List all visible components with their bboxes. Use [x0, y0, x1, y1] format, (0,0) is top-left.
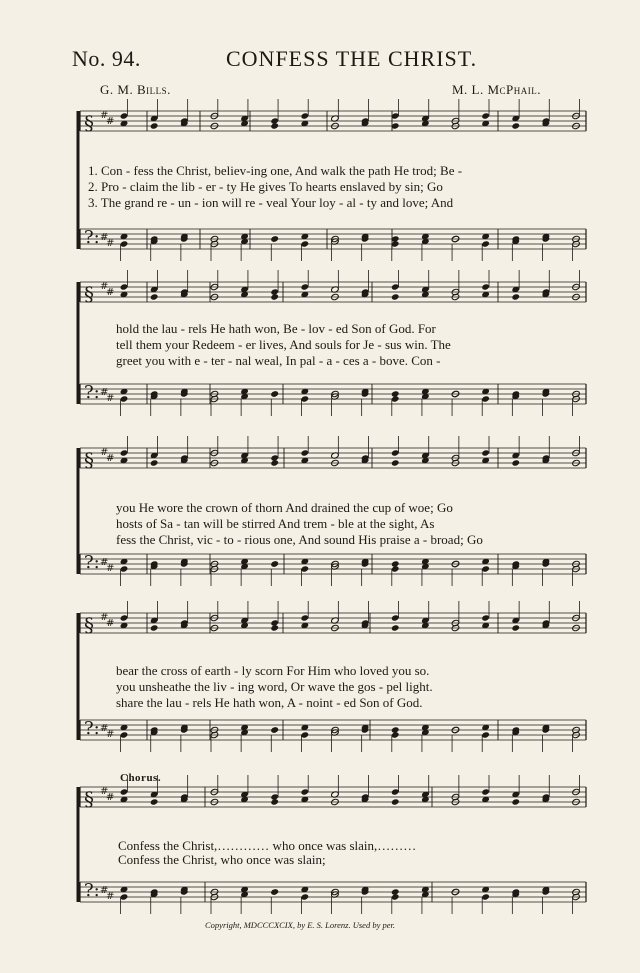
lyric-verse-1-line-1: 1. Con - fess the Christ, believ-ing one, And walk the path He trod; Be -: [88, 163, 463, 178]
svg-text:#: #: [100, 557, 109, 568]
svg-text:?:: ?:: [84, 227, 100, 248]
chorus-label: Chorus.: [120, 772, 162, 784]
svg-text:#: #: [106, 453, 115, 464]
svg-text:?:: ?:: [84, 552, 100, 573]
svg-text:§: §: [84, 282, 94, 306]
hymn-title: CONFESS THE CHRIST.: [226, 46, 478, 71]
svg-text:#: #: [106, 238, 115, 249]
lyric-verse-2-line-1: 2. Pro - claim the lib - er - ty He gives To hearts enslaved by sin; Go: [88, 179, 443, 194]
svg-text:#: #: [106, 563, 115, 574]
svg-text:#: #: [100, 110, 109, 121]
svg-text:§: §: [84, 111, 94, 135]
svg-text:#: #: [106, 287, 115, 298]
lyric-verse-3-line-2: greet you with e - ter - nal weal, In pal - a - ces a - bove. Con -: [116, 353, 441, 368]
svg-text:#: #: [100, 786, 109, 797]
composer-credit: M. L. McPhail.: [452, 82, 542, 97]
lyric-verse-1-line-3: you He wore the crown of thorn And drained the cup of woe; Go: [116, 500, 453, 515]
lyric-verse-3-line-4: share the lau - rels He hath won, A - noint - ed Son of God.: [116, 695, 423, 710]
svg-text:#: #: [106, 729, 115, 740]
svg-text:?:: ?:: [84, 382, 100, 403]
svg-text:#: #: [106, 116, 115, 127]
lyric-verse-2-line-4: you unsheathe the liv - ing word, Or wave the gos - pel light.: [116, 679, 433, 694]
svg-text:#: #: [106, 792, 115, 803]
svg-text:§: §: [84, 787, 94, 811]
svg-text:#: #: [100, 612, 109, 623]
svg-text:#: #: [100, 885, 109, 896]
svg-text:?:: ?:: [84, 718, 100, 739]
chorus-lyric-line-2: Confess the Christ, who once was slain;: [118, 852, 326, 867]
svg-text:#: #: [106, 393, 115, 404]
svg-text:#: #: [100, 723, 109, 734]
svg-text:#: #: [100, 281, 109, 292]
svg-text:#: #: [106, 618, 115, 629]
svg-text:§: §: [84, 448, 94, 472]
lyric-verse-2-line-2: tell them your Redeem - er lives, And souls for Je - sus win. The: [116, 337, 451, 352]
svg-text:#: #: [100, 447, 109, 458]
svg-text:#: #: [100, 232, 109, 243]
lyric-verse-3-line-1: 3. The grand re - un - ion will re - veal Your loy - al - ty and love; And: [88, 195, 454, 210]
svg-text:§: §: [84, 613, 94, 637]
lyric-verse-3-line-3: fess the Christ, vic - to - rious one, And sound His praise a - broad; Go: [116, 532, 483, 547]
hymn-number: No. 94.: [72, 46, 141, 71]
lyricist-credit: G. M. Bills.: [100, 82, 171, 97]
lyric-verse-1-line-2: hold the lau - rels He hath won, Be - lov - ed Son of God. For: [116, 321, 436, 336]
lyric-verse-1-line-4: bear the cross of earth - ly scorn For Him who loved you so.: [116, 663, 430, 678]
copyright-notice: Copyright, MDCCCXCIX, by E. S. Lorenz. Used by per.: [205, 920, 395, 930]
svg-text:#: #: [106, 891, 115, 902]
chorus-lyric-line-1: Confess the Christ,………… who once was slain,………: [118, 838, 417, 853]
svg-text:?:: ?:: [84, 880, 100, 901]
lyric-verse-2-line-3: hosts of Sa - tan will be stirred And trem - ble at the sight, As: [116, 516, 435, 531]
svg-text:#: #: [100, 387, 109, 398]
